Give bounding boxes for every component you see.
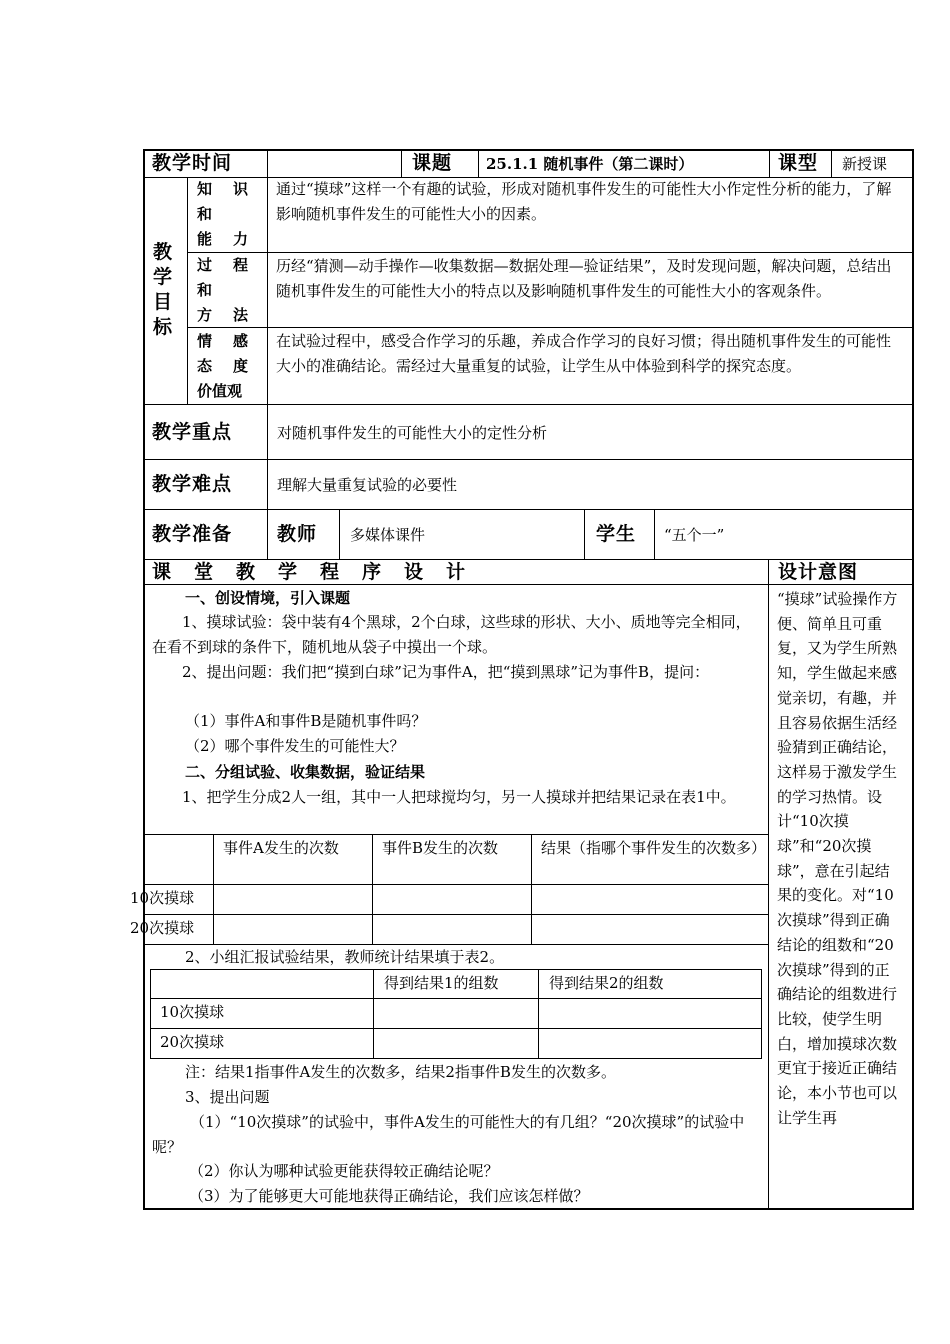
table2-row-label: 20次摸球 <box>160 1033 225 1051</box>
preparation-label: 教学准备 <box>152 523 233 545</box>
preparation-student-value: “五个一” <box>664 526 725 544</box>
paragraph-report: 2、小组汇报试验结果，教师统计结果填于表2。 <box>185 948 505 966</box>
procedure-header: 课 堂 教 学 程 序 设 计 <box>152 561 468 583</box>
preparation-student-label: 学生 <box>596 523 637 545</box>
section1-title: 一、创设情境，引入课题 <box>185 589 351 607</box>
paragraph-grouping: 1、把学生分成2人一组，其中一人把球搅均匀，另一人摸球并把结果记录在表1中。 <box>182 788 736 806</box>
table1-row-label: 20次摸球 <box>130 919 195 937</box>
question-4: （2）你认为哪种试验更能获得较正确结论呢？ <box>189 1162 499 1180</box>
table1-header: 事件B发生的次数 <box>382 839 499 857</box>
lesson-type-value: 新授课 <box>842 155 888 173</box>
table1-header: 结果（指哪个事件发生的次数多） <box>541 839 767 857</box>
preparation-teacher-label: 教师 <box>277 523 318 545</box>
table2-header: 得到结果1的组数 <box>384 974 499 992</box>
section2-title: 二、分组试验、收集数据，验证结果 <box>185 763 426 781</box>
paragraph-experiment: 1、摸球试验：袋中装有4个黑球，2个白球，这些球的形状、大小、质地等完全相同，在看不到球的条件下，随机地从袋子中摸出一个球。 <box>152 613 751 656</box>
table1-header: 事件A发生的次数 <box>223 839 339 857</box>
lesson-type-label: 课型 <box>778 152 819 174</box>
question-5: （3）为了能够更大可能地获得正确结论，我们应该怎样做？ <box>189 1187 589 1205</box>
question-1: （1）事件A和事件B是随机事件吗？ <box>185 712 427 730</box>
table2-header: 得到结果2的组数 <box>549 974 664 992</box>
topic-label: 课题 <box>412 152 453 174</box>
question-2: （2）哪个事件发生的可能性大？ <box>185 737 405 755</box>
table2-row-label: 10次摸球 <box>160 1003 225 1021</box>
table1-row-label: 10次摸球 <box>130 889 195 907</box>
objective-attitude-text: 在试验过程中，感受合作学习的乐趣，养成合作学习的良好习惯；得出随机事件发生的可能性大小的准确结论。需经过大量重复的试验，让学生从中体验到科学的探究态度。 <box>276 332 892 375</box>
difficulty-text: 理解大量重复试验的必要性 <box>277 476 458 494</box>
question-3: （1）“10次摸球”的试验中，事件A发生的可能性大的有几组？“20次摸球”的试验中呢？ <box>152 1113 745 1156</box>
difficulty-label: 教学难点 <box>152 473 233 495</box>
preparation-teacher-value: 多媒体课件 <box>350 526 426 544</box>
objective-knowledge-text: 通过“摸球”这样一个有趣的试验，形成对随机事件发生的可能性大小作定性分析的能力，了解影响随机事件发生的可能性大小的因素。 <box>276 180 892 223</box>
design-intent-text: “摸球”试验操作方便、简单且可重复，又为学生所熟知，学生做起来感觉亲切，有趣，并且容易依据生活经验猜到正确结论，这样易于激发学生的学习热情。设计“10次摸球”和“20次摸球”，意在引起结果的变化。对“10次摸球”得到正确结论的组数和“20次摸球”得到的正确结论的组数进行比较，使学生明白，增加摸球次数更宜于接近正确结论，本小节也可以让学生再 <box>777 590 898 1127</box>
design-intent-header: 设计意图 <box>778 561 859 583</box>
paragraph-question: 2、提出问题：我们把“摸到白球”记为事件A，把“摸到黑球”记为事件B，提问： <box>182 663 710 681</box>
teaching-time-label: 教学时间 <box>152 152 233 174</box>
key-point-text: 对随机事件发生的可能性大小的定性分析 <box>277 424 548 442</box>
topic-value: 25.1.1 随机事件（第二课时） <box>486 155 694 173</box>
note-text: 注：结果1指事件A发生的次数多，结果2指事件B发生的次数多。 <box>185 1063 616 1081</box>
objective-process-text: 历经“猜测—动手操作—收集数据—数据处理—验证结果”，及时发现问题，解决问题，总结出随机事件发生的可能性大小的特点以及影响随机事件发生的可能性大小的客观条件。 <box>276 257 892 300</box>
paragraph-questions: 3、提出问题 <box>185 1088 270 1106</box>
key-point-label: 教学重点 <box>152 421 233 443</box>
